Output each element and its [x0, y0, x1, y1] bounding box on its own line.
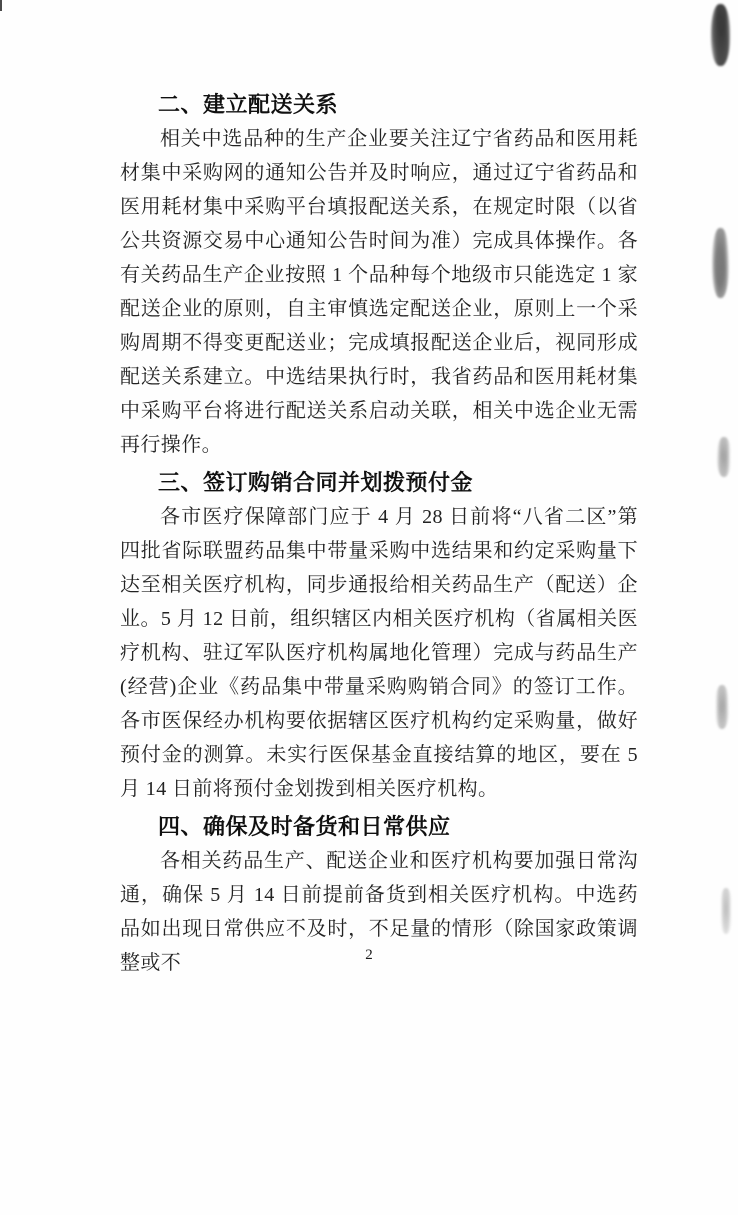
- section-contract-and-prepayment: [120, 466, 638, 806]
- section-heading: 四、确保及时备货和日常供应: [158, 814, 451, 839]
- section-paragraph: 相关中选品种的生产企业要关注辽宁省药品和医用耗材集中采购网的通知公告并及时响应，通过辽宁省药品和医用耗材集中采购平台填报配送关系，在规定时限（以省公共资源交易中心通知公告时间为准）完成具体操作。各有关药品生产企业按照 1 个品种每个地级市只能选定 1 家配送企业的原则，自主审慎选定配送企业，原则上一个采购周期不得变更配送业；完成填报配送企业后，视同形成配送关系建立。中选结果执行时，我省药品和医用耗材集中采购平台将进行配送关系启动关联，相关中选企业无需再行操作。: [120, 128, 638, 456]
- section-paragraph: 各相关药品生产、配送企业和医疗机构要加强日常沟通，确保 5 月 14 日前提前备货到相关医疗机构。中选药品如出现日常供应不及时，不足量的情形（除国家政策调整或不: [120, 850, 638, 974]
- scan-smudge-right-bottom: [720, 888, 732, 934]
- scan-corner-mark: [0, 0, 2, 11]
- scan-smudge-top-right: [711, 4, 730, 66]
- scan-smudge-right-middle: [717, 437, 731, 477]
- document-body: [120, 88, 638, 980]
- section-paragraph: 各市医疗保障部门应于 4 月 28 日前将“八省二区”第四批省际联盟药品集中带量采购中选结果和约定采购量下达至相关医疗机构，同步通报给相关药品生产（配送）企业。5 月 12 日前，组织辖区内相关医疗机构（省属相关医疗机构、驻辽军队医疗机构属地化管理）完成与药品生产(经营)企业《药品集中带量采购购销合同》的签订工作。各市医保经办机构要依据辖区医疗机构约定采购量，做好预付金的测算。未实行医保基金直接结算的地区，要在 5 月 14 日前将预付金划拨到相关医疗机构。: [120, 506, 638, 800]
- section-delivery-relationship: [120, 88, 638, 462]
- section-heading: 三、签订购销合同并划拨预付金: [158, 470, 474, 495]
- scan-smudge-right-upper: [712, 228, 729, 298]
- scan-smudge-right-lower: [715, 685, 729, 729]
- section-heading: 二、建立配送关系: [158, 92, 339, 117]
- page-number: 2: [365, 947, 373, 963]
